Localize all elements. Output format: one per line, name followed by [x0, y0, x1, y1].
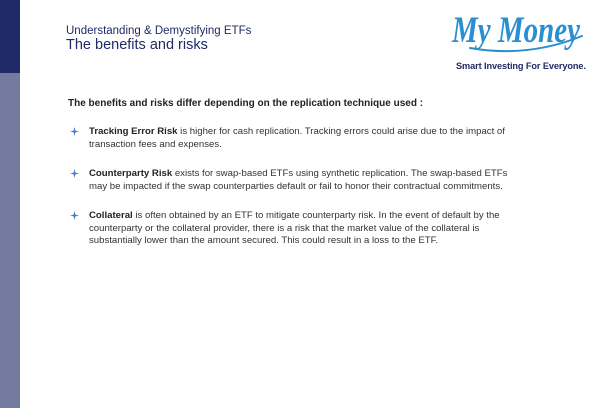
logo-tagline: Smart Investing For Everyone. — [456, 61, 586, 71]
bullet-text: is often obtained by an ETF to mitigate counterparty risk. In the event of default by the counterparty or the collateral provider, there is a risk that the market value of the collateral is substantially lower than the amount secured. This could result in a loss to the ETF. — [89, 210, 500, 246]
bullet-collateral — [70, 210, 518, 248]
four-point-star-icon — [70, 169, 79, 178]
sidebar-accent-dark — [0, 0, 20, 73]
bullet-tracking-error-risk — [70, 126, 518, 151]
logo-wordmark-text: My Money — [451, 10, 581, 51]
sidebar-accent-light — [0, 73, 20, 408]
logo-wordmark — [448, 6, 588, 58]
bullet-counterparty-risk — [70, 168, 518, 193]
bullet-term: Counterparty Risk — [89, 168, 173, 179]
bullet-term: Collateral — [89, 210, 133, 221]
intro-text: The benefits and risks differ depending on the replication technique used : — [68, 98, 424, 109]
four-point-star-icon — [70, 127, 79, 136]
my-money-logo — [448, 6, 588, 72]
bullet-text: exists for swap-based ETFs using synthetic replication. The swap-based ETFs may be impacted if the swap counterparties default or fail to honor their contractual commitments. — [89, 168, 508, 192]
bullet-text: is higher for cash replication. Tracking errors could arise due to the impact of transaction fees and expenses. — [89, 126, 505, 150]
four-point-star-icon — [70, 211, 79, 220]
slide-subtitle: Understanding & Demystifying ETFs — [66, 25, 252, 37]
bullet-list — [70, 126, 518, 248]
slide-title: The benefits and risks — [66, 37, 208, 53]
bullet-term: Tracking Error Risk — [89, 126, 178, 137]
